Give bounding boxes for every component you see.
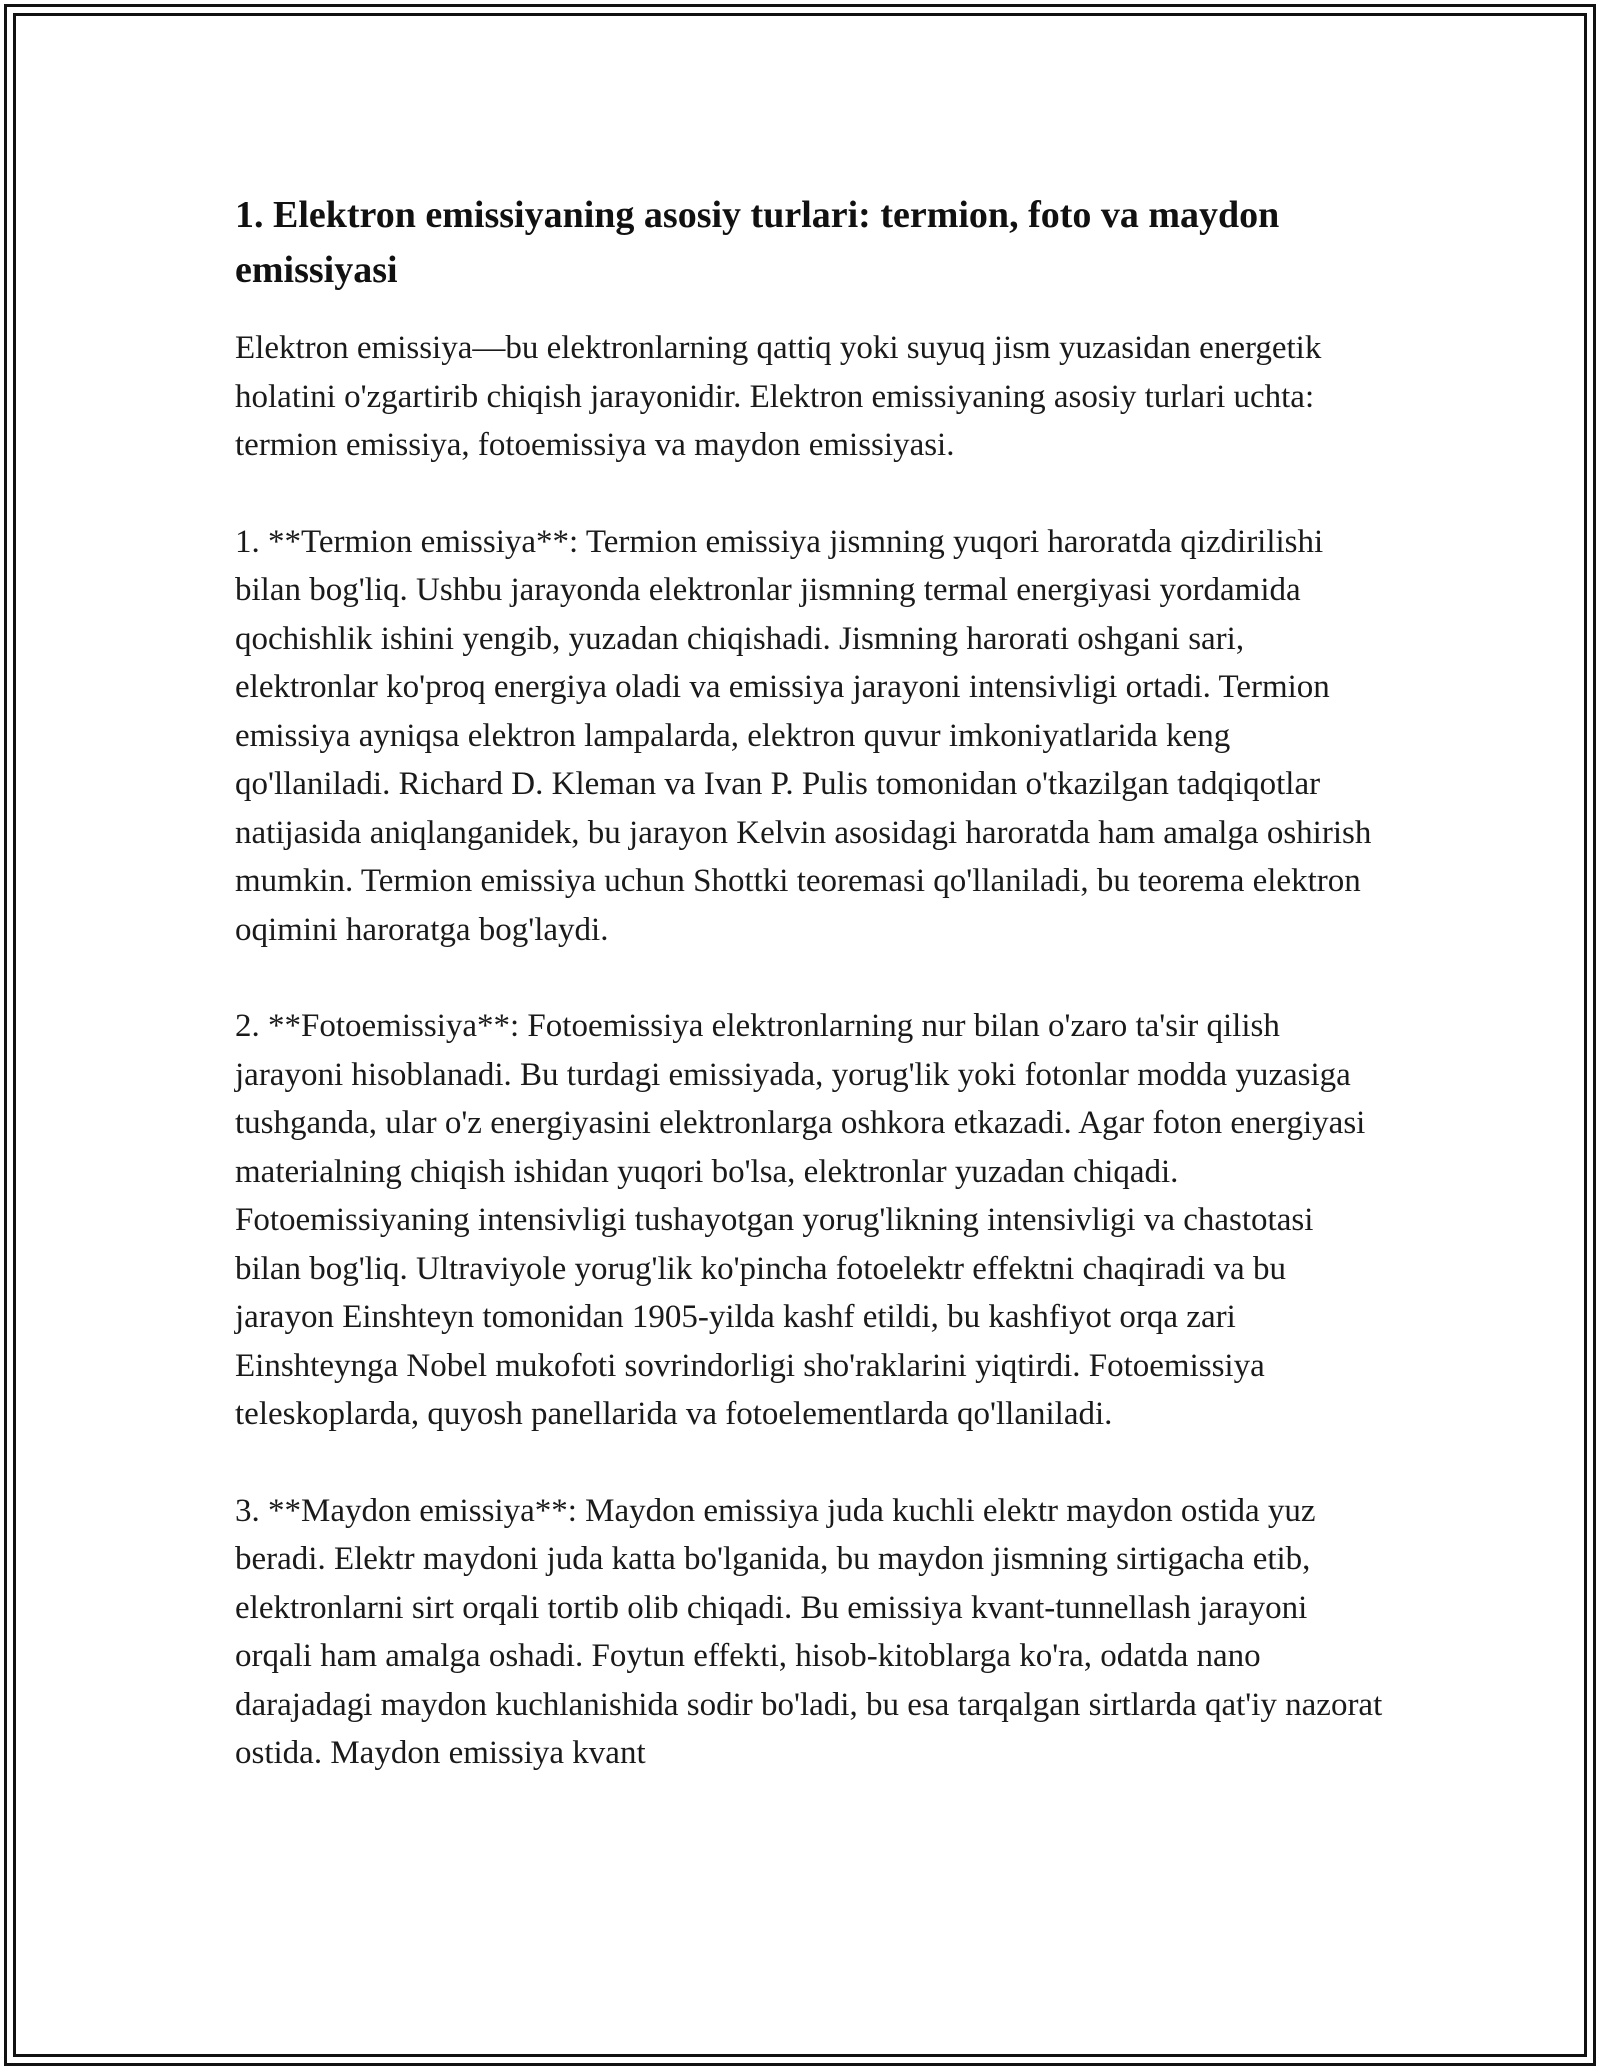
- section-heading: 1. Elektron emissiyaning asosiy turlari: termion, foto va maydon emissiyasi: [235, 194, 1280, 291]
- document-body: [235, 188, 1385, 1826]
- paragraph-termion: 1. **Termion emissiya**: Termion emissiya jismning yuqori haroratda qizdirilishi bilan bog'liq. Ushbu jarayonda elektronlar jismning termal energiyasi yordamida qochishlik ishini yengib, yuzadan chiqishadi. Jismning harorati oshgani sari, elektronlar ko'proq energiya oladi va emissiya jarayoni intensivligi ortadi. Termion emissiya ayniqsa elektron lampalarda, elektron quvur imkoniyatlarida keng qo'llaniladi. Richard D. Kleman va Ivan P. Pulis tomonidan o'tkazilgan tadqiqotlar natijasida aniqlanganidek, bu jarayon Kelvin asosidagi haroratda ham amalga oshirish mumkin. Termion emissiya uchun Shottki teoremasi qo'llaniladi, bu teorema elektron oqimini haroratga bog'laydi.: [235, 523, 1372, 948]
- paragraph-intro: Elektron emissiya—bu elektronlarning qattiq yoki suyuq jism yuzasidan energetik holatini o'zgartirib chiqish jarayonidir. Elektron emissiyaning asosiy turlari uchta: termion emissiya, fotoemissiya va maydon emissiyasi.: [235, 330, 1322, 463]
- paragraph-foto: 2. **Fotoemissiya**: Fotoemissiya elektronlarning nur bilan o'zaro ta'sir qilish jarayoni hisoblanadi. Bu turdagi emissiyada, yorug'lik yoki fotonlar modda yuzasiga tushganda, ular o'z energiyasini elektronlarga oshkora etkazadi. Agar foton energiyasi materialning chiqish ishidan yuqori bo'lsa, elektronlar yuzadan chiqadi. Fotoemissiyaning intensivligi tushayotgan yorug'likning intensivligi va chastotasi bilan bog'liq. Ultraviyole yorug'lik ko'pincha fotoelektr effektni chaqiradi va bu jarayon Einshteyn tomonidan 1905-yilda kashf etildi, bu kashfiyot orqa zari Einshteynga Nobel mukofoti sovrindorligi sho'raklarini yiqtirdi. Fotoemissiya teleskoplarda, quyosh panellarida va fotoelementlarda qo'llaniladi.: [235, 1008, 1366, 1432]
- paragraph-maydon: 3. **Maydon emissiya**: Maydon emissiya juda kuchli elektr maydon ostida yuz beradi. Elektr maydoni juda katta bo'lganida, bu maydon jismning sirtigacha etib, elektronlarni sirt orqali tortib olib chiqadi. Bu emissiya kvant-tunnellash jarayoni orqali ham amalga oshadi. Foytun effekti, hisob-kitoblarga ko'ra, odatda nano darajadagi maydon kuchlanishida sodir bo'ladi, bu esa tarqalgan sirtlarda qat'iy nazorat ostida. Maydon emissiya kvant: [235, 1492, 1383, 1771]
